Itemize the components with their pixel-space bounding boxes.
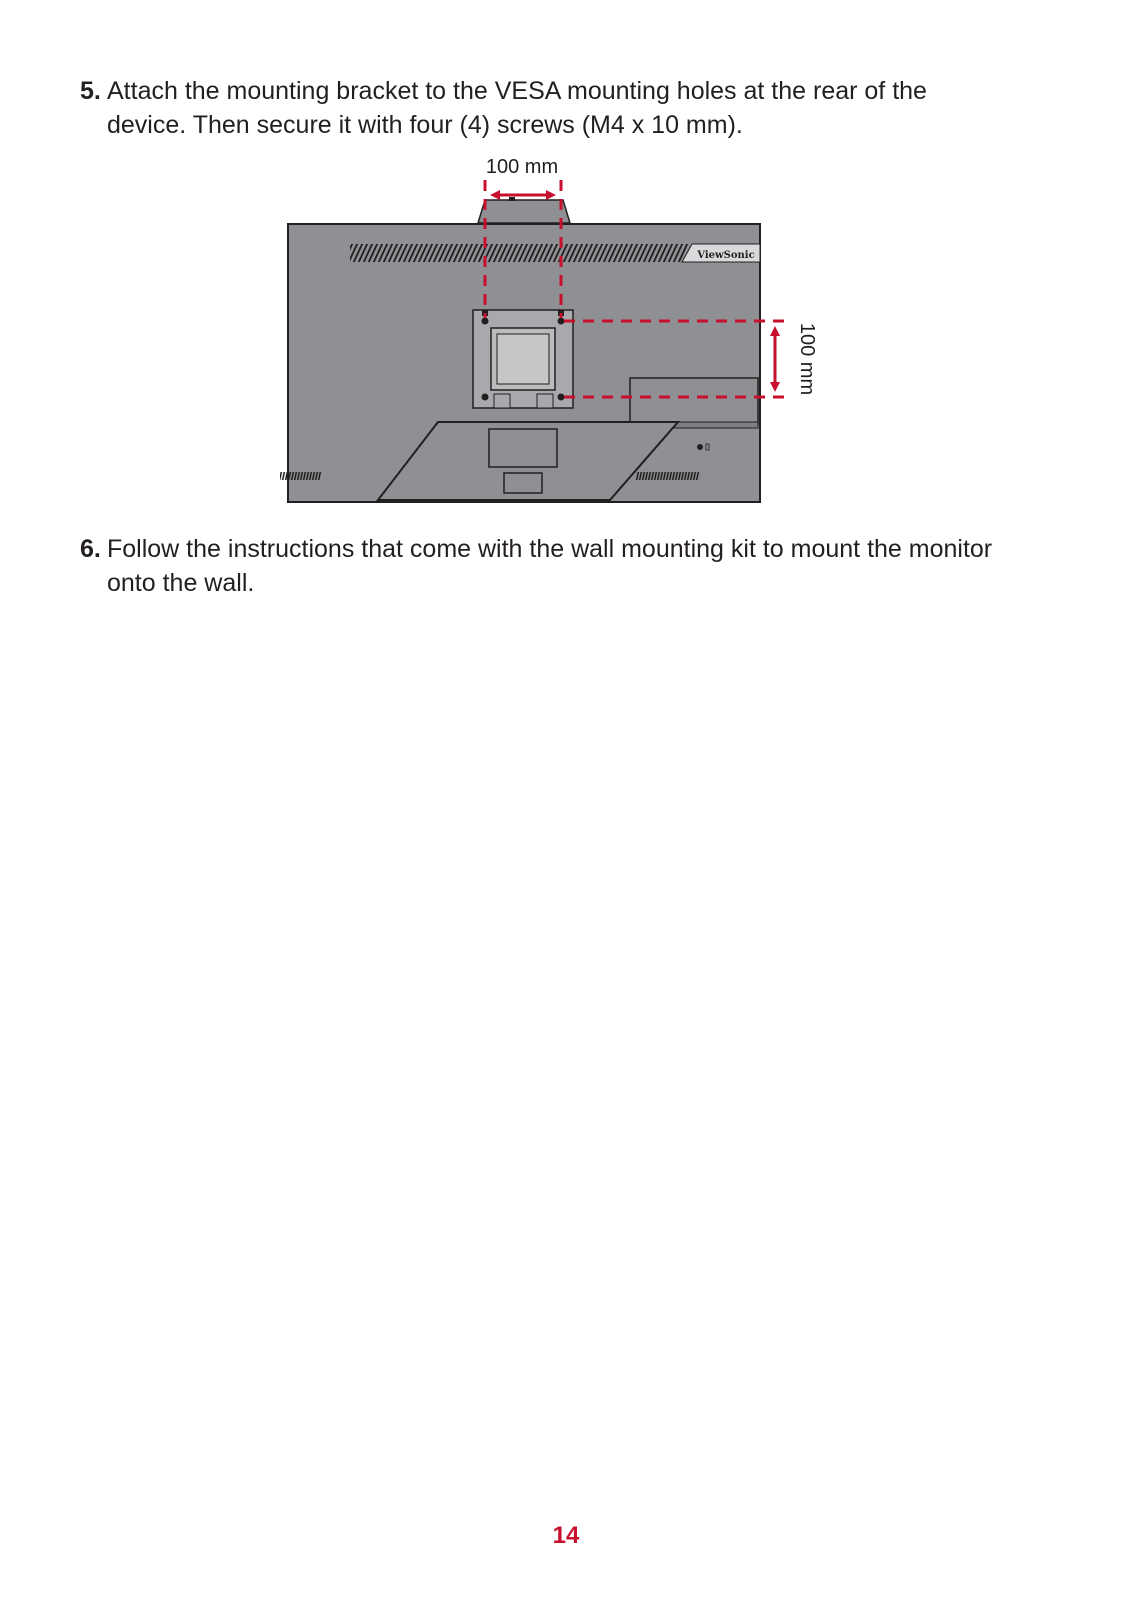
step-5-number: 5. xyxy=(80,77,101,105)
vesa-bracket-plate xyxy=(473,310,573,408)
horizontal-dimension-arrow xyxy=(490,190,556,200)
screw-hole-bottom-left xyxy=(482,394,489,401)
horizontal-dimension-label: 100 mm xyxy=(485,156,559,178)
step-5 xyxy=(80,74,1000,142)
vesa-mount-diagram xyxy=(280,150,840,520)
screw-hole-top-left xyxy=(482,318,489,325)
screw-hole-bottom-right xyxy=(558,394,565,401)
screw-hole-top-right xyxy=(558,318,565,325)
vertical-dimension-arrow xyxy=(770,326,780,392)
page-number: 14 xyxy=(552,1522,580,1549)
svg-text:ViewSonic: ViewSonic xyxy=(697,250,755,261)
step-6 xyxy=(80,532,1000,600)
stand-neck xyxy=(478,197,570,223)
step-6-number: 6. xyxy=(80,535,101,563)
vent-right xyxy=(635,472,701,480)
vent-left xyxy=(280,472,322,480)
brand-logo xyxy=(682,244,760,262)
step-6-text: Follow the instructions that come with the wall mounting kit to mount the monitor onto the wall. xyxy=(107,535,993,597)
step-5-text: Attach the mounting bracket to the VESA mounting holes at the rear of the device. Then secure it with four (4) screws (M4 x 10 mm). xyxy=(107,77,927,139)
monitor-rear-panel xyxy=(280,224,760,502)
vertical-dimension-label: 100 mm xyxy=(796,322,818,396)
